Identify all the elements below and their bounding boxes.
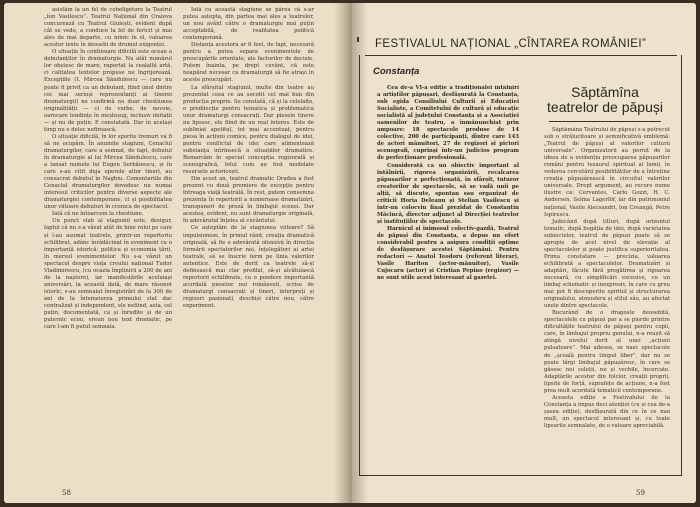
paragraph: O situație dificilă, în lor sporite tremuri va fi să ne ocupăm. În anumite stagiuni, Cenaclul dramaturgilor, care a semnat, de fapt, debutul în dramaturgie al lui Mircea Săndulescu, care a lansat numele lui Eugen Serbănescu, și în care s-au citit deja operele altor tineri, au consacrat debutul în Naghiu. Comentariile din Cenaclul dramaturgilor dovedesc nu numai interesul criticilor pentru diverse aspecte ale dramaturgiei contemporane, ci și posibilitatea unor viitoare debuturi în cronica de spectacol.: [44, 133, 172, 211]
paragraph: Considerată ca un obiectiv important al întâlnirii, rigorea organizării, recalcarea păpușarilor e perfecționată, în sfârșit, tuturor creatorilor de spectacole, să se vadă unii pe alții, să discute, spontan sau organizat de criticii Horia Deleanu și Stelian Vasilescu și într-un colocviu final prezidat de Constantin Măciucă, director adjunct al Direcției teatrelor și instituțiilor de spectacole.: [377, 162, 519, 225]
paragraph: Cea de-a VI-a ediție a tradiționalei întâlniri a artiștilor păpușari, desfășurată la Constanța, sub egida Consiliului Culturii și Educației Socialiste, a Comitetului de cultură și educație socialistă al județului Constanța și a Asociației oamenilor de teatru, a înmănunchiat prin ampoare: 18 spectacole produse de 14 colective, 200 de participanți, dintre care 143 de actori mânuitori, 27 de regizori și pictori scenografi, cuprinși într-un judicios program de perfecționare profesională.: [377, 85, 519, 162]
paragraph: Bucurând de o dragoste deosebită, spectacolele cu păpuși par a se pierde printre dificultățile teatrului de păpuși pentru copii, care, în limbajul propriu genului, n-a reușit să atingă nivelul dorit al unei „acțiuni pulsatoare”. Mai adesea, se nasc spectacole de „școală pentru timpul liber”, dar nu se poate lărgi limbajul păpușăresc, în care se găsesc noi soluții, nu și vechile, încercate. Adaptările acestor din folclor, creații proprii, lipsite de forță, suprafețe de acțiune, n-a fost prea mult acordată tematicii contemporane.: [544, 310, 670, 394]
right-page: [351, 3, 696, 503]
page-number-right: 59: [636, 489, 645, 497]
paragraph: Judecând după titluri, după orizontul tematic, după bogăția de idei, după varietatea subiectelor, teatrul de păpuși poate să se apropie de acel nivel de elevație al spectacolelor și poate justifica superioritatea. Prima constatare — precizia, valoarea echilibrată a spectacolelor. Dramatizări și adaptări, făcute fără pregătirea și rigoarea necesară, cu simplificări excesive, cu un limbaj schematic și inexpresiv, în care cu greu mai pot fi descoperite spiritul și structurarea originalului, atmosfera și stilul său, au afectat unele dintre spectacole.: [544, 218, 670, 310]
article-title: [546, 85, 664, 115]
header-rule-mark: [357, 37, 359, 42]
paragraph: Săptămâna Teatrului de păpuși s-a petrecut sub o strălucitoare și semnificativă emblemă: „Teatrul de păpuși al valorilor culturii universale”. Organizatorii au pornit de la ideea de a evidenția preocuparea păpușarilor români pentru tezaurul spiritual al lumii, în vederea cercetării posibilităților de a întreține creația păpușărească în circuitul valorilor universale. Drept argument, au recurs nume ilustre ca: Cervantes, Carlo Gozzi, H. C. Andersen, Selma Lagerlöf, iar din patrimoniul național, Vasile Alecsandri, Ion Creangă, Petre Ispirescu.: [544, 127, 670, 218]
paragraph: Aceasta ediție a Festivalului de la Constanța a impus deci atenției (cu și cea de-a șasea ediție), desfășurată din ce în ce mai mult, un spectacol interesant și, cu toate lipsurile semnalate, de o valoare apreciabilă.: [544, 394, 670, 429]
article-title-line-2: teatrelor de păpuși: [547, 99, 663, 115]
paragraph: La sfârșitul stagiunii, multe din teatre au prezentat ceea ce au socotit cel mai bun din producția proprie. Se constată, că și la celelalte, o predilecție pentru tematica și problematica unor dramaturgi consacrați. Dar piesele tinere nu lipsesc, ele fiind de un real interes. Este de subliniat apetitul, tot mai accentuat, pentru piesa în acțiuni comice, pentru dialogul de idei, pentru conflictul de idei care alimentează substanța intrinsecă a situațiilor dramatice. Remarcăm în special concepția regizorală și scenografică, felul cum au fost modelate resursele actoricești.: [183, 84, 314, 176]
paragraph: Ce așteptăm de la stagiunea viitoare? Să impulsioneze, în primul rând, creația dramatică originală, să fie o adevărată ofensivă în direcția formării spectatorilor noi, înțelegători ai artei teatrale, să se înscrie ferm pe linia valorilor autentice. Este de dorit ca teatrele să-și definească mai clar profilul, să-și alcătuiască repertorii echilibrate, cu o pondere importantă acordată pieselor noi românești, scrise de dramaturgi consacrați și tineri, interpreți și regizori pasionați, deschiși către nou, către experiment.: [183, 225, 314, 309]
paragraph: asistăm la un fel de cobeligeture la Teatrul „Ion Vasilescu”. Teatrul Național din Craiova concurează cu Teatrul Giulești, evident după cât se vede, a conduce la fel de fericit și mai ales de mai departe, cu nimic în el, valoarea acestor texte în deosebi de drumul exigenței.: [44, 7, 172, 49]
paragraph: Din acest an, teatrul dramatic Oradea a fost prezent cu două premiere de excepție pentru întreaga viață teatrală. În rest, putem consemna prezența în repertorii a numeroase dramatizări, transpuneri de proză în limbajul scenei. Dar acestea, evident, nu sunt dramaturgie originală, în adevăratul înțeles al cuvântului.: [183, 176, 314, 225]
article-title-line-1: Săptămîna: [571, 84, 639, 100]
paragraph: Distanța acestora ar fi fost, de fapt, necesară pentru a putea separa evenimentele de preocupările orientate, ale factorilor de decizie. Putem înainta, pe drept cuvânt, că este neapărat necesar ca dramaturgii să fie atrași în aceste preocupări.: [183, 42, 314, 84]
paragraph: Iată cu această stagiune se părea că s-ar putea aștepta, din partea mai ales a teatrelor, un nou avânt către o dramaturgie mai puțin acceptabilă, de realitatea politică contemporană.: [183, 7, 314, 42]
page-number-left: 58: [62, 489, 71, 497]
paragraph: Iată că ne întoarcem la chestiune.: [52, 211, 144, 218]
book-spread: [4, 3, 696, 503]
left-column-2: [183, 7, 314, 489]
festival-title: FESTIVALUL NAȚIONAL „CÎNTAREA ROMÂNIEI”: [375, 38, 647, 50]
left-column-1: [44, 7, 172, 489]
paragraph: Harnicul și inimosul colectiv-gazdă, Teatrul de păpuși din Constanța, a depus un efort considerabil pentru a asigura condiții optime de desfășurare acestei Săptămâni. Pentru redactori — Anatol Teodoru (referent literar), Vasile Hariton (actor-mânuitor), Vasile Cujocaru (actor) și Cristian Pepino (regizor) — ne sunt utile acest interesant al gazetei.: [377, 225, 519, 282]
left-page: [4, 3, 350, 503]
paragraph: Un punct slab al stagiunii este, desigur, faptul că nu s-a văzut atât de bine rolul pe care și l-au asumat teatrele, printr-un repertoriu echilibrat, adânc înrădăcinat în eveniment cu o importanță istorică: politica și economia țării, în mersul evenimentelor. Nu s-a văzut un spectacol despre viața creului național Tudor Vladimirescu, (cu ocazia împlinirii a 200 de ani de la naștere), iar manifestările aceluiași aniversări, la această dată, de mare răsunet istoric, s-au semnalat înregistrări de la 300 de ani de la întemeierea primului stat dac centralizat și independent, ele nefiind, asta, cel puțin, documentată, ca și înrudite și de un puternic ecou, vreun nou text dramatic, pe care l-am fi putut semnala.: [44, 218, 172, 331]
city-label: Constanța: [373, 66, 420, 77]
title-rule: [549, 121, 661, 122]
bold-intro-column: [377, 85, 519, 473]
paragraph: O situație în continuare dificilă este ocean a debutanților în dramaturgie. Nu atât numărul lor obștesc de mare, raportat la cealaltă artă, ci calitatea textelor propuse ne îngrijorează. Excepțiile (I. Mircea Săndulescu — care nu poate fi privit ca un debutant, fiind unul dintre cei mai serioși reprezentanți ai tinerei dramaturgii) ne confirmă nu doar chestiunea originalității — ci de vorbe, de nevoie, oarecare tendințe în meșteșug, inclusiv imitații — și nu de puțin. E constatată. Dar în același timp nu e deloc nefirească.: [44, 49, 172, 133]
right-body-column: [544, 127, 670, 473]
